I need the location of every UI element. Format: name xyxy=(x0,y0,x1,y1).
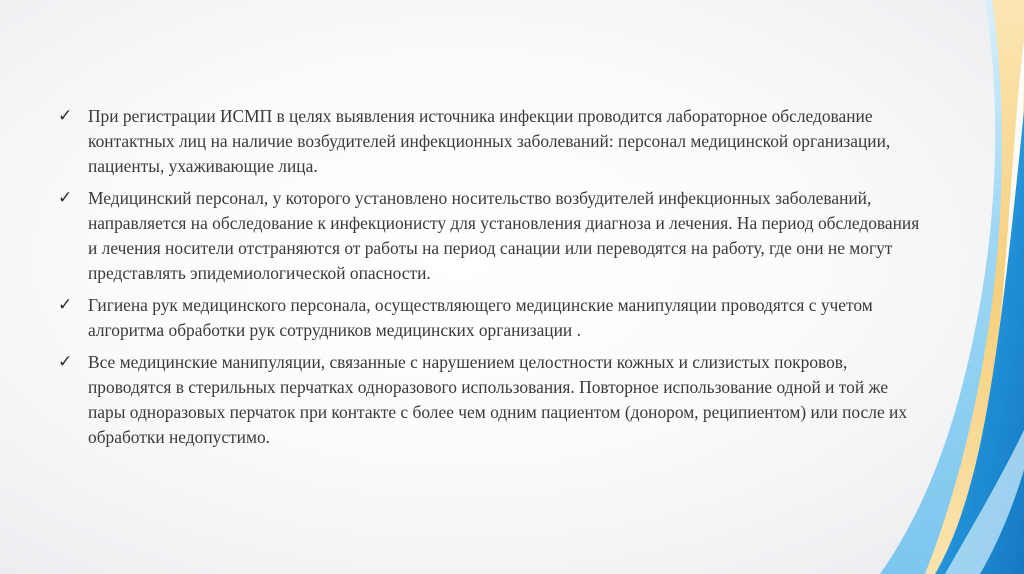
bullet-item xyxy=(58,104,928,179)
check-icon: ✓ xyxy=(58,352,73,372)
bullet-text: При регистрации ИСМП в целях выявления источника инфекции проводится лабораторное обследование контактных лиц на наличие возбудителей инфекционных заболеваний: персонал медицинской организации, пациенты, ухаживающие лица. xyxy=(88,106,891,176)
bullet-item xyxy=(58,186,928,286)
check-icon: ✓ xyxy=(58,188,73,208)
bullet-item xyxy=(58,293,928,343)
bullet-text: Медицинский персонал, у которого установлено носительство возбудителей инфекционных заболеваний, направляется на обследование к инфекционисту для установления диагноза и лечения. На период обследования и лечения носители отстраняются от работы на период санации или переводятся на работу, где они не могут представлять эпидемиологической опасности. xyxy=(88,188,920,283)
bullet-item xyxy=(58,350,928,450)
check-icon: ✓ xyxy=(58,295,73,315)
check-icon: ✓ xyxy=(58,106,73,126)
bullet-text: Гигиена рук медицинского персонала, осуществляющего медицинские манипуляции проводятся с учетом алгоритма обработки рук сотрудников медицинских организации . xyxy=(88,295,873,340)
slide-content xyxy=(58,104,928,457)
bullet-text: Все медицинские манипуляции, связанные с нарушением целостности кожных и слизистых покровов, проводятся в стерильных перчатках одноразового использования. Повторное использование одной и той же пары одноразовых перчаток при контакте с более чем одним пациентом (донором, реципиентом) или после их обработки недопустимо. xyxy=(88,352,908,447)
bullet-list xyxy=(58,104,928,450)
